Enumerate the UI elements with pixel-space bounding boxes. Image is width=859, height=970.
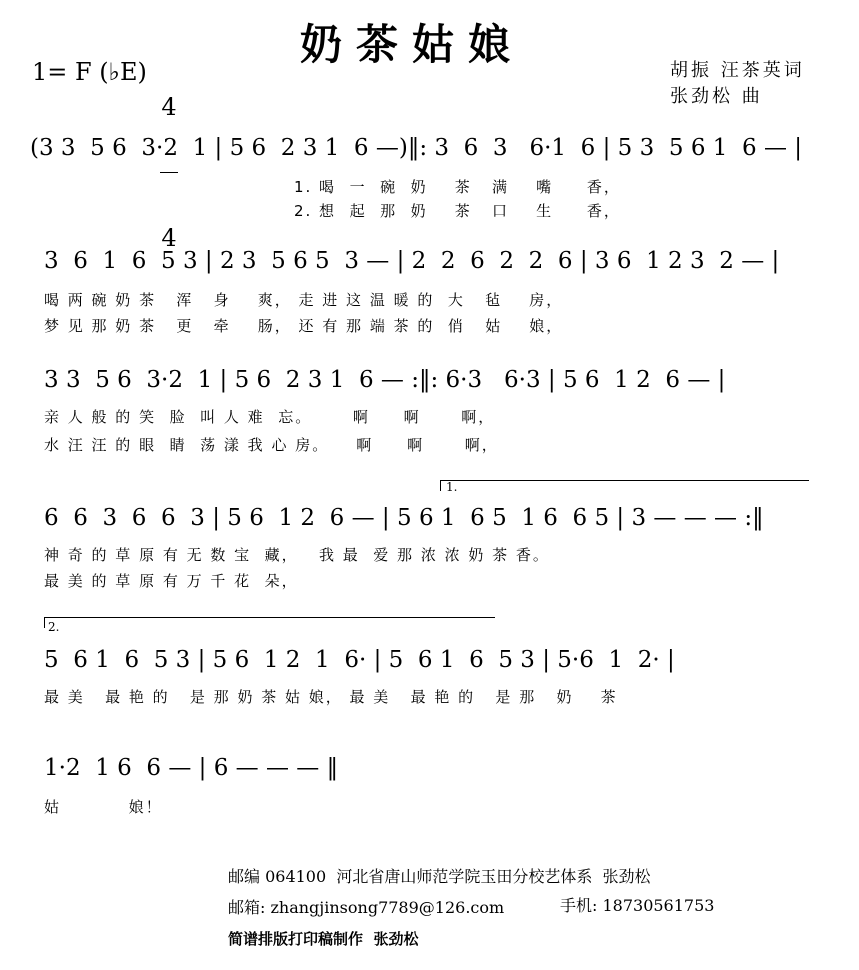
notes-line-6: 1·2 1 6 6 — | 6 — — — ‖	[44, 755, 339, 781]
notes-line-2: 3 6 1 6 5 3 | 2 3 5 6 5 3 — | 2 2 6 2 2 6 | 3 6 1 2 3 2 — |	[44, 248, 780, 274]
lyrics-line-2b: 梦 见 那 奶 茶 更 牵 肠， 还 有 那 端 茶 的 俏 姑 娘，	[44, 317, 564, 335]
lyrics-line-5: 最 美 最 艳 的 是 那 奶 茶 姑 娘， 最 美 最 艳 的 是 那 奶 茶	[44, 688, 618, 706]
lyrics-line-6: 姑 娘！	[44, 798, 163, 816]
song-title: 奶茶姑娘	[300, 20, 525, 69]
volta-1-bracket	[440, 480, 809, 491]
lyrics-line-2a: 喝 两 碗 奶 茶 浑 身 爽， 走 进 这 温 暖 的 大 毡 房，	[44, 291, 564, 309]
notes-line-5: 5 6 1 6 5 3 | 5 6 1 2 1 6· | 5 6 1 6 5 3 | 5·6 1 2· |	[44, 647, 675, 673]
footer-credit: 简谱排版打印稿制作 张劲松	[228, 930, 419, 948]
volta-2-label: 2.	[48, 620, 60, 634]
footer-address: 邮编 064100 河北省唐山师范学院玉田分校艺体系 张劲松	[228, 867, 651, 886]
lyrics-line-3b: 水 汪 汪 的 眼 睛 荡 漾 我 心 房。 啊 啊 啊，	[44, 436, 499, 454]
volta-2-bracket	[44, 617, 495, 628]
lyrics-line-4b: 最 美 的 草 原 有 万 千 花 朵，	[44, 572, 299, 590]
lyrics-line-1b: 2. 想 起 那 奶 茶 口 生 香，	[30, 202, 621, 220]
footer-email: 邮箱: zhangjinsong7789@126.com	[228, 898, 505, 917]
lyrics-line-1a: 1. 喝 一 碗 奶 茶 满 嘴 香，	[30, 178, 621, 196]
key-signature: 1= F (♭E)	[32, 58, 147, 86]
composer: 张劲松 曲	[670, 86, 763, 107]
footer-phone: 手机: 18730561753	[560, 896, 715, 915]
time-top: 4	[161, 93, 177, 121]
notes-line-1: (3 3 5 6 3·2 1 | 5 6 2 3 1 6 —)‖: 3 6 3 6·1 6 | 5 3 5 6 1 6 — |	[30, 135, 803, 161]
notes-line-3: 3 3 5 6 3·2 1 | 5 6 2 3 1 6 — :‖: 6·3 6·3 | 5 6 1 2 6 — |	[44, 367, 726, 393]
volta-1-label: 1.	[446, 480, 458, 494]
lyrics-line-4a: 神 奇 的 草 原 有 无 数 宝 藏， 我 最 爱 那 浓 浓 奶 茶 香。	[44, 546, 550, 564]
time-bottom: 4	[161, 224, 177, 252]
lyricist: 胡振 汪茶英词	[670, 60, 805, 81]
lyrics-line-3a: 亲 人 般 的 笑 脸 叫 人 难 忘。 啊 啊 啊，	[44, 408, 496, 426]
notes-line-4: 6 6 3 6 6 3 | 5 6 1 2 6 — | 5 6 1 6 5 1 6 6 5 | 3 — — — :‖	[44, 505, 764, 531]
